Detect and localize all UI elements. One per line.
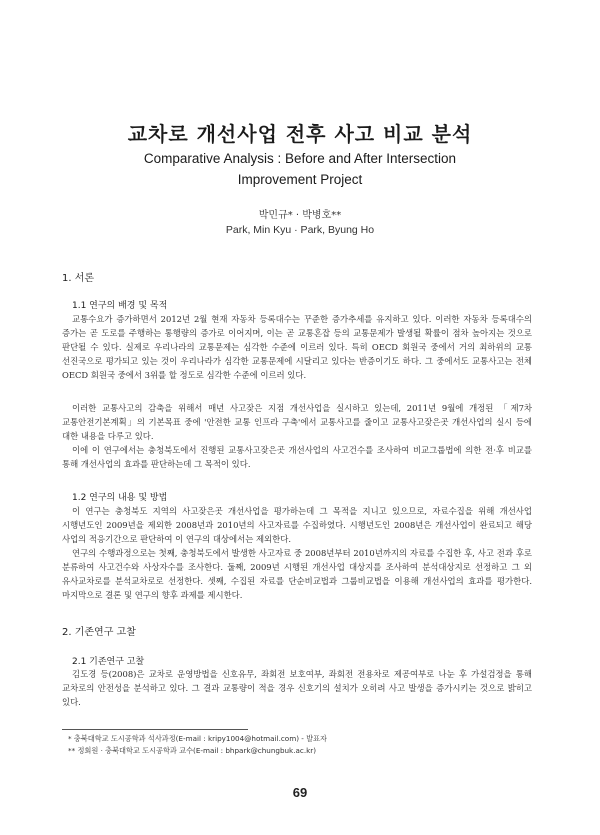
paragraph-1-2-b: 연구의 수행과정으로는 첫째, 충청북도에서 발생한 사고자료 중 2008년부터 2010년까지의 자료를 수집한 후, 사고 전과 후로 분류하여 사고건수와 사상자수를 조사한다. 둘째, 2009년 시행된 개선사업 대상지를 조사하여 분석대상지로 선정하고 그 외 유사교차로를 분석교차로로 선정한다. 셋째, 수집된 자료를 단순비교법과 그룹비교법을 이용해 개선사업의 효과를 평가한다. 마지막으로 결론 및 연구의 향후 과제를 제시한다.: [62, 548, 532, 600]
footnote-2: ** 정회원 · 충북대학교 도시공학과 교수(E-mail : bhpark@chungbuk.ac.kr): [68, 746, 317, 755]
paragraph-1-1-a: 교통수요가 증가하면서 2012년 2월 현재 자동차 등록대수는 꾸준한 증가추세를 유지하고 있다. 이러한 자동차 등록대수의 증가는 곧 도로를 주행하는 통행량의 증가로 이어지며, 이는 곧 교통혼잡 등의 교통문제가 발생될 확률이 점차 높아지는 것으로 판단될 수 있다. 실제로 우리나라의 교통문제는 심각한 수준에 이르러 있다. 특히 OECD 회원국 중에서 거의 최하위의 교통 선진국으로 평가되고 있는 것이 우리나라가 심각한 교통문제에 시달리고 있다는 반증이기도 하다. 그 중에서도 교통사고는 전체 OECD 회원국 중에서 3위를 할 정도로 심각한 수준에 이르러 있다.: [62, 314, 532, 380]
authors-english: Park, Min Kyu · Park, Byung Ho: [225, 224, 375, 236]
paragraph-1-1-b: 이러한 교통사고의 감축을 위해서 매년 사고잦은 지점 개선사업을 실시하고 있는데, 2011년 9월에 개정된 「제7차 교통안전기본계획」의 기본목표 중에 '안전한 교통 인프라 구축'에서 교통사고를 줄이고 교통사고잦은곳 개선사업의 실시 등에 대한 내용을 다루고 있다.: [62, 403, 532, 441]
paragraph-1-1-c: 이에 이 연구에서는 충청북도에서 진행된 교통사고잦은곳 개선사업의 사고건수를 조사하여 비교그룹법에 의한 전·후 비교를 통해 개선사업의 효과를 판단하는데 그 목적이 있다.: [62, 445, 532, 469]
page-number: 69: [292, 785, 308, 800]
section-2-heading: 2. 기존연구 고찰: [62, 627, 136, 638]
subsection-2-1-heading: 2.1 기존연구 고찰: [72, 657, 145, 667]
subsection-1-1-heading: 1.1 연구의 배경 및 목적: [72, 301, 168, 311]
footnote-rule: [62, 729, 248, 730]
paper-title-english-line2: Improvement Project: [237, 172, 363, 187]
paragraph-1-2-a: 이 연구는 충청북도 지역의 사고잦은곳 개선사업을 평가하는데 그 목적을 지니고 있으므로, 자료수집을 위해 개선사업 시행년도인 2009년을 제외한 2008년과 2010년의 사고자료를 수집하였다. 시행년도인 2008년은 개선사업이 완료되고 해당 사업의 적응기간으로 판단하여 이 연구의 대상에서는 제외한다.: [62, 506, 532, 544]
footnote-1: * 충북대학교 도시공학과 석사과정(E-mail : kripy1004@hotmail.com) - 발표자: [68, 734, 327, 743]
authors-korean: 박민규* · 박병호**: [258, 210, 342, 221]
paper-title-korean: 교차로 개선사업 전후 사고 비교 분석: [127, 122, 473, 146]
section-1-heading: 1. 서론: [62, 273, 95, 284]
paper-title-english-line1: Comparative Analysis : Before and After Intersection: [143, 151, 457, 166]
paragraph-2-1-a: 김도경 등(2008)은 교차로 운영방법을 신호유무, 좌회전 보호여부, 좌회전 전용차로 제공여부로 나눈 후 가설검정을 통해 교차로의 안전성을 분석하고 있다. 그 결과 교통량이 적을 경우 신호기의 설치가 오히려 사고 발생을 증가시키는 것으로 밝히고 있다.: [62, 669, 532, 707]
subsection-1-2-heading: 1.2 연구의 내용 및 방법: [72, 493, 168, 503]
